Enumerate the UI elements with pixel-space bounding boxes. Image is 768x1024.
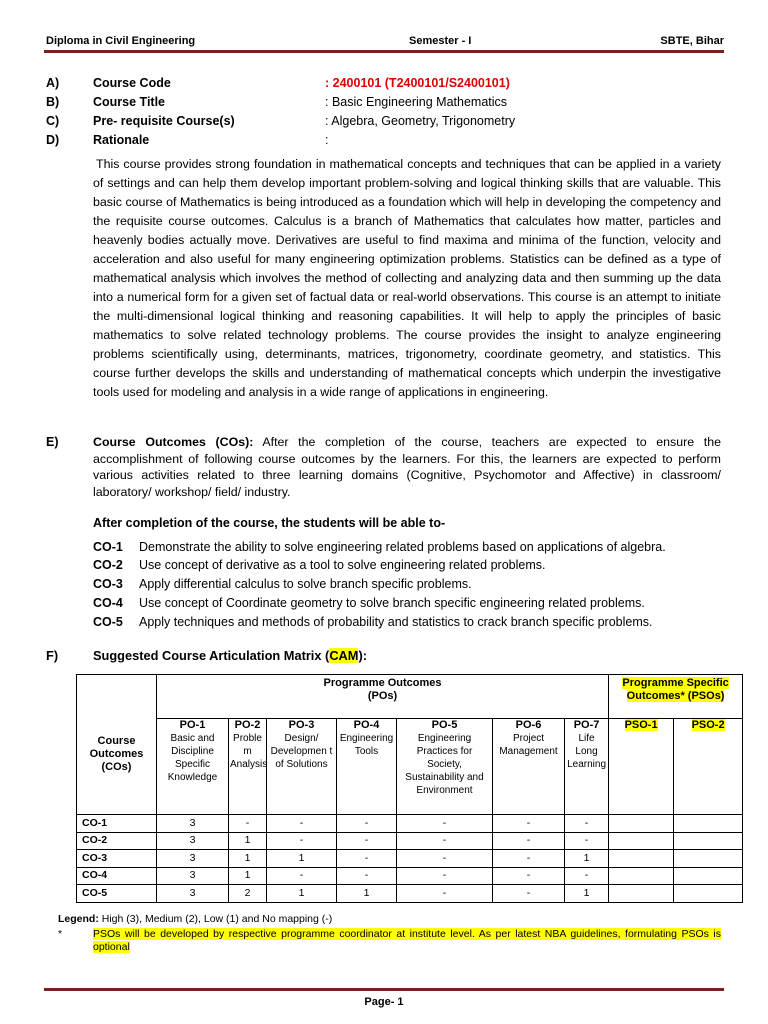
table-cell	[609, 850, 674, 868]
row-co-id: CO-2	[77, 832, 157, 850]
po-id: PO-2	[234, 719, 261, 731]
table-cell	[674, 850, 743, 868]
info-row-course-title	[46, 95, 726, 111]
table-cell: 1	[565, 885, 609, 903]
po-5-header	[397, 719, 493, 815]
co-text: Demonstrate the ability to solve engineering related problems based on applications of algebra.	[139, 540, 666, 554]
table-cell	[674, 815, 743, 833]
pso-id: PSO-1	[624, 719, 658, 731]
footnote-star: *	[58, 928, 63, 940]
table-cell: 1	[229, 867, 267, 885]
po-desc: Proble m Analysis	[230, 733, 268, 770]
table-cell: -	[337, 867, 397, 885]
table-cell: 3	[157, 867, 229, 885]
table-cell: 1	[565, 850, 609, 868]
course-outcomes-intro	[93, 434, 721, 500]
info-key: Course Code	[93, 76, 171, 90]
table-cell: -	[397, 867, 493, 885]
table-cell: -	[337, 850, 397, 868]
co-id: CO-5	[93, 615, 123, 629]
cam-title-prefix: Suggested Course Articulation Matrix (	[93, 648, 330, 663]
after-completion-heading: After completion of the course, the students will be able to-	[93, 516, 446, 530]
co-id: CO-1	[93, 540, 123, 554]
table-cell: 1	[267, 885, 337, 903]
po-id: PO-4	[353, 719, 380, 731]
table-cell: 3	[157, 850, 229, 868]
table-cell: -	[397, 850, 493, 868]
po-id: PO-1	[179, 719, 206, 731]
po-6-header	[493, 719, 565, 815]
table-cell: 3	[157, 885, 229, 903]
table-cell: -	[337, 832, 397, 850]
table-cell: 3	[157, 832, 229, 850]
info-row-course-code	[46, 76, 726, 92]
po-desc: Design/ Developmen t of Solutions	[270, 733, 333, 770]
cam-title-highlight: CAM	[329, 648, 359, 663]
table-row	[77, 885, 743, 903]
info-key: Course Title	[93, 95, 166, 109]
header-semester: Semester - I	[409, 35, 472, 47]
po-id: PO-6	[515, 719, 542, 731]
table-cell: -	[493, 850, 565, 868]
table-cell	[674, 885, 743, 903]
info-row-prerequisite	[46, 114, 726, 130]
co-text: Apply differential calculus to solve branch specific problems.	[139, 577, 472, 591]
table-cell: 1	[229, 850, 267, 868]
co-text: Use concept of derivative as a tool to solve engineering related problems.	[139, 558, 546, 572]
footer-divider	[44, 988, 724, 991]
header-divider	[44, 50, 724, 53]
table-cell: -	[229, 815, 267, 833]
table-cell: 3	[157, 815, 229, 833]
cam-title-suffix: ):	[358, 648, 367, 663]
info-label: B)	[46, 95, 60, 109]
header-program: Diploma in Civil Engineering	[46, 35, 196, 47]
table-row	[77, 832, 743, 850]
table-cell: 1	[267, 850, 337, 868]
table-cell: -	[565, 867, 609, 885]
row-co-id: CO-1	[77, 815, 157, 833]
table-cell	[674, 867, 743, 885]
co-text: Apply techniques and methods of probability and statistics to crack branch specific problems.	[139, 615, 653, 629]
po-7-header	[565, 719, 609, 815]
articulation-matrix-table	[76, 674, 743, 903]
table-cell: -	[565, 815, 609, 833]
table-cell: -	[267, 815, 337, 833]
pso-group-header	[609, 675, 743, 719]
po-id: PO-3	[288, 719, 315, 731]
course-outcome-item	[93, 615, 723, 631]
table-cell: -	[337, 815, 397, 833]
course-outcome-item	[93, 558, 723, 574]
row-co-id: CO-5	[77, 885, 157, 903]
co-id: CO-4	[93, 596, 123, 610]
table-cell: -	[397, 832, 493, 850]
pso-2-header	[674, 719, 743, 815]
info-row-rationale	[46, 133, 726, 149]
table-row	[77, 867, 743, 885]
table-cell: -	[493, 867, 565, 885]
table-cell: -	[397, 885, 493, 903]
section-f-label: F)	[46, 648, 59, 663]
pso-footnote	[93, 928, 721, 954]
info-label: A)	[46, 76, 60, 90]
legend-label: Legend:	[58, 913, 99, 925]
po-3-header	[267, 719, 337, 815]
po-desc: Project Management	[499, 733, 558, 757]
table-cell	[674, 832, 743, 850]
row-co-id: CO-3	[77, 850, 157, 868]
po-2-header	[229, 719, 267, 815]
info-value: :	[325, 133, 329, 147]
course-outcomes-title: Course Outcomes (COs):	[93, 435, 254, 449]
section-f-heading	[46, 648, 367, 663]
po-id: PO-7	[573, 719, 600, 731]
table-cell: -	[493, 885, 565, 903]
rationale-paragraph: This course provides strong foundation in mathematical concepts and techniques that can be applied in a variety of settings and can help them develop important problem-solving and logical thinking skills that are valuable. This basic course of Mathematics is being introduced as a foundation which will help in developing the competency and the requisite course outcomes. Calculus is a branch of Mathematics that calculates how matter, particles and heavenly bodies actually move. Derivatives are useful to find maxima and minima of the function, velocity and acceleration and also useful for many engineering optimization problems. Statistics can be defined as a type of mathematical analysis which involves the method of collecting and analyzing data and then summing up the data into a numerical form for a given set of factual data or real-world observations. This course is an attempt to initiate the multi-dimensional logical thinking and reasoning capabilities. It will help to apply the principles of basic mathematics to solve related technology problems. The course provides the insight to analyze engineering problems scientifically using, determinants, matrices, trigonometry, coordinate geometry, and statistics. This course further develops the skills and understanding of mathematical concepts which underpin the investigative tools used for modeling and analysis in a wide range of applications in engineering.	[93, 157, 721, 399]
legend	[58, 913, 332, 925]
table-cell	[609, 832, 674, 850]
course-outcome-item	[93, 596, 723, 612]
table-cell: -	[397, 815, 493, 833]
info-label: D)	[46, 133, 60, 147]
po-desc: Basic and Discipline Specific Knowledge	[167, 733, 218, 783]
pso-1-header	[609, 719, 674, 815]
info-key: Pre- requisite Course(s)	[93, 114, 235, 128]
info-value: : 2400101 (T2400101/S2400101)	[325, 76, 510, 90]
table-row	[77, 850, 743, 868]
course-outcome-item	[93, 577, 723, 593]
table-cell: 1	[337, 885, 397, 903]
header-board: SBTE, Bihar	[660, 35, 724, 47]
info-key: Rationale	[93, 133, 150, 147]
pso-id: PSO-2	[691, 719, 725, 731]
table-cell	[609, 885, 674, 903]
table-cell: -	[493, 832, 565, 850]
po-group-header: Programme Outcomes (POs)	[157, 675, 609, 719]
table-cell	[609, 867, 674, 885]
table-cell: -	[267, 832, 337, 850]
section-e-label: E)	[46, 435, 59, 449]
po-id: PO-5	[431, 719, 458, 731]
table-cell: 1	[229, 832, 267, 850]
pso-footnote-text: PSOs will be developed by respective programme coordinator at institute level. As per latest NBA guidelines, formulating PSOs is optional	[93, 928, 721, 953]
row-co-id: CO-4	[77, 867, 157, 885]
co-column-header: Course Outcomes (COs)	[77, 675, 157, 815]
pso-group-label: Programme Specific Outcomes* (PSOs)	[622, 677, 729, 702]
table-cell: 2	[229, 885, 267, 903]
course-outcome-item	[93, 540, 723, 556]
page-number: Page- 1	[364, 996, 404, 1008]
info-value: : Basic Engineering Mathematics	[325, 95, 508, 109]
po-desc: Life Long Learning	[567, 733, 606, 770]
course-outcomes-text: After the completion of the course, teachers are expected to ensure the accomplishment of following course outcomes by the learners. For this, the learners are expected to perform various activities related to three learning domains (Cognitive, Psychomotor and Affective) in classroom/ laboratory/ workshop/ field/ industry.	[93, 435, 721, 499]
co-id: CO-3	[93, 577, 123, 591]
table-cell	[609, 815, 674, 833]
co-id: CO-2	[93, 558, 123, 572]
po-desc: Engineering Practices for Society, Sustainability and Environment	[405, 733, 484, 796]
po-1-header	[157, 719, 229, 815]
po-desc: Engineering Tools	[339, 733, 394, 757]
section-f-title	[93, 648, 367, 663]
po-4-header	[337, 719, 397, 815]
table-cell: -	[565, 832, 609, 850]
legend-text: High (3), Medium (2), Low (1) and No mapping (-)	[101, 913, 333, 925]
info-value: : Algebra, Geometry, Trigonometry	[325, 114, 516, 128]
table-cell: -	[267, 867, 337, 885]
co-text: Use concept of Coordinate geometry to solve branch specific engineering related problems.	[139, 596, 645, 610]
table-cell: -	[493, 815, 565, 833]
table-row	[77, 815, 743, 833]
info-label: C)	[46, 114, 60, 128]
